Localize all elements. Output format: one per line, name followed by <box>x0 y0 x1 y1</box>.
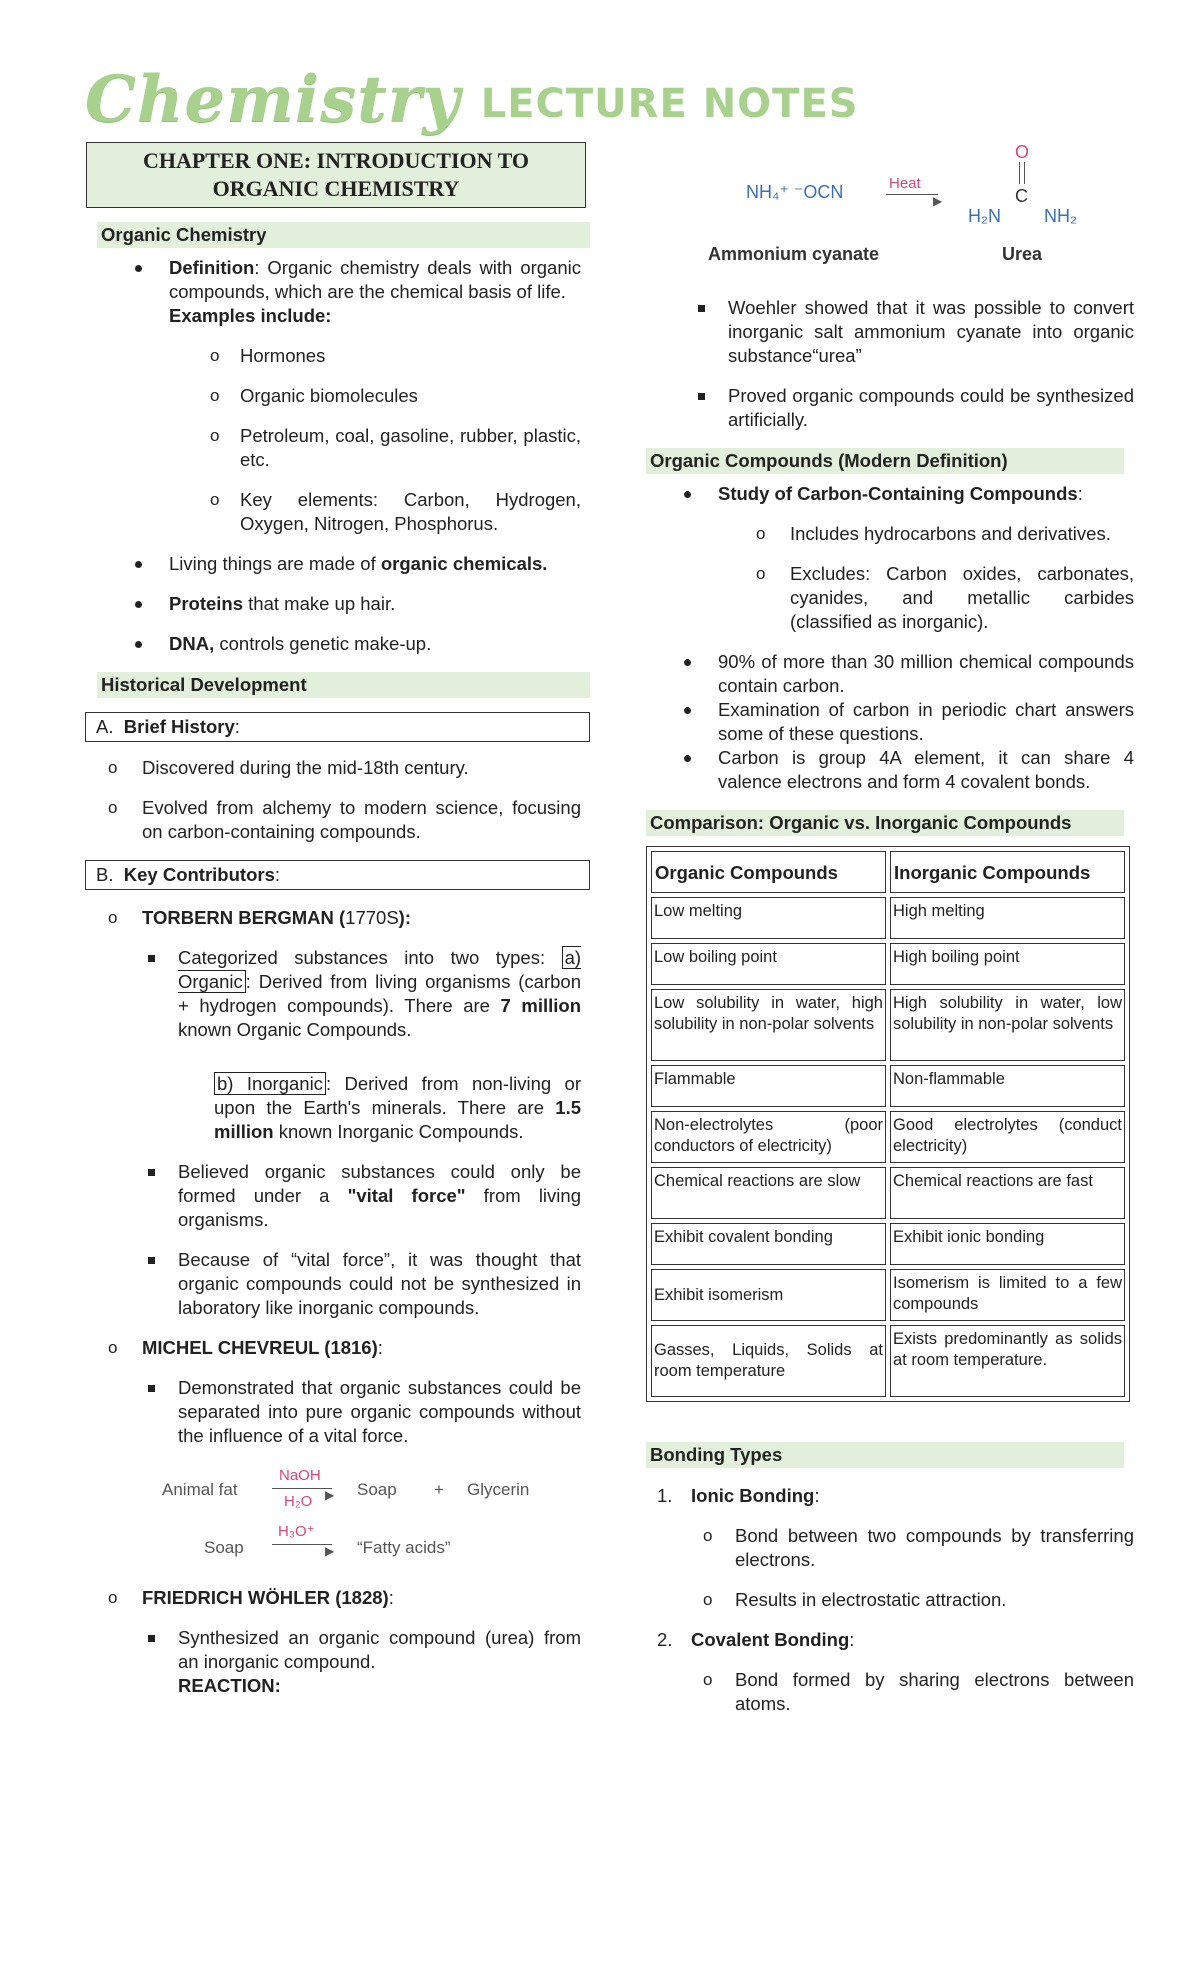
brief-item: o Evolved from alchemy to modern science, focusing on carbon-containing compounds. <box>108 797 581 842</box>
definition-label: Definition <box>169 257 255 278</box>
organic-box: a) Organic <box>178 947 582 992</box>
section-heading-organic-chemistry: Organic Chemistry <box>97 222 590 248</box>
inorganic-box: b) Inorganic <box>214 1072 326 1095</box>
table-cell: Non-flammable <box>890 1065 1125 1107</box>
table-header-cell: Inorganic Compounds <box>890 851 1125 893</box>
contributors-list <box>108 906 582 1698</box>
example-item: o Organic biomolecules <box>210 385 418 406</box>
table-cell: Gasses, Liquids, Solids at room temperature <box>651 1325 886 1397</box>
bullet-icon <box>135 641 142 648</box>
chevreul-text: Demonstrated that organic substances could be separated into pure organic compounds without the influence of a vital force. <box>178 1376 581 1448</box>
example-item: o Petroleum, coal, gasoline, rubber, plastic, etc. <box>210 425 581 470</box>
chevreul-item: o MICHEL CHEVREUL (1816): <box>108 1337 383 1358</box>
saponification-reaction: Animal fat NaOH ▶ H₂O Soap + Glycerin Soap H₃O⁺ ▶ “Fatty acids” <box>162 1467 530 1558</box>
table-cell: Low boiling point <box>651 943 886 985</box>
table-cell: Exhibit isomerism <box>651 1269 886 1321</box>
table-cell: Exists predominantly as solids at room temperature. <box>890 1325 1125 1397</box>
wohler-item: o FRIEDRICH WÖHLER (1828): <box>108 1587 394 1608</box>
example-item: o Hormones <box>210 345 326 366</box>
modern-study: Study of Carbon-Containing Compounds: <box>718 482 1134 506</box>
table-cell: Exhibit ionic bonding <box>890 1223 1125 1265</box>
covalent-point: o Bond formed by sharing electrons between atoms. <box>703 1669 1134 1714</box>
table-cell: Low melting <box>651 897 886 939</box>
chapter-title-line1: CHAPTER ONE: INTRODUCTION TO <box>142 148 530 173</box>
section-heading-modern: Organic Compounds (Modern Definition) <box>646 448 1124 474</box>
square-bullet-icon <box>148 1385 155 1392</box>
table-row <box>651 1065 1125 1107</box>
page-header <box>85 42 859 137</box>
vital-force-item: Believed organic substances could only be formed under a "vital force" from living organisms. <box>178 1160 581 1232</box>
ionic-point: o Bond between two compounds by transferring electrons. <box>703 1525 1134 1570</box>
table-cell: Isomerism is limited to a few compounds <box>890 1269 1125 1321</box>
arrow-icon <box>272 1544 332 1545</box>
table-cell: Chemical reactions are fast <box>890 1167 1125 1219</box>
bonding-list <box>657 1484 1134 1716</box>
table-row <box>651 1269 1125 1321</box>
table-row <box>651 1111 1125 1163</box>
bullet-icon <box>684 491 691 498</box>
square-bullet-icon <box>148 1169 155 1176</box>
square-bullet-icon <box>148 1635 155 1642</box>
covalent-item: 2. Covalent Bonding: <box>657 1629 855 1650</box>
ionic-point: o Results in electrostatic attraction. <box>703 1589 1007 1610</box>
table-cell: Exhibit covalent bonding <box>651 1223 886 1265</box>
modern-point: 90% of more than 30 million chemical compounds contain carbon. <box>718 650 1134 698</box>
comparison-table <box>646 846 1130 1402</box>
square-bullet-icon <box>148 1257 155 1264</box>
bergman-categorized: Categorized substances into two types: a) Organic : Derived from living organisms (carbon + hydrogen compounds). There are 7 million known Organic Compounds. <box>178 946 581 1042</box>
table-cell: Non-electrolytes (poor conductors of electricity) <box>651 1111 886 1163</box>
section-heading-comparison: Comparison: Organic vs. Inorganic Compounds <box>646 810 1124 836</box>
bullet-icon <box>135 265 142 272</box>
key-contributors-heading: B. Key Contributors: <box>85 860 590 890</box>
ionic-item: 1. Ionic Bonding: <box>657 1485 820 1506</box>
bullet-icon <box>684 659 691 666</box>
header-title: LECTURE NOTES <box>480 81 859 127</box>
definition-item <box>169 256 581 328</box>
square-bullet-icon <box>148 955 155 962</box>
examples-label: Examples include: <box>169 305 332 326</box>
table-row <box>651 1325 1125 1397</box>
example-item: o Key elements: Carbon, Hydrogen, Oxygen, Nitrogen, Phosphorus. <box>210 489 581 534</box>
bergman-item: o TORBERN BERGMAN (1770S): <box>108 907 411 928</box>
left-column <box>85 142 590 1714</box>
arrow-icon <box>272 1488 332 1489</box>
urea-reaction-figure: NH₄⁺ ⁻OCN Heat ▶ O C H₂N NH₂ Ammonium cyanate Urea <box>708 142 1077 264</box>
bullet-icon <box>684 707 691 714</box>
table-row <box>651 897 1125 939</box>
arrow-icon <box>886 194 938 195</box>
proteins-item: Proteins that make up hair. <box>169 592 581 616</box>
table-header-cell: Organic Compounds <box>651 851 886 893</box>
modern-point: Examination of carbon in periodic chart answers some of these questions. <box>718 698 1134 746</box>
definition-text: : Organic chemistry deals with organic compounds, which are the chemical basis of life. <box>169 257 581 302</box>
section-heading-bonding: Bonding Types <box>646 1442 1124 1468</box>
table-row <box>651 943 1125 985</box>
table-cell: Flammable <box>651 1065 886 1107</box>
table-cell: High boiling point <box>890 943 1125 985</box>
table-row <box>651 1223 1125 1265</box>
table-cell: Chemical reactions are slow <box>651 1167 886 1219</box>
right-column <box>646 132 1134 1732</box>
bullet-icon <box>135 601 142 608</box>
wohler-point: Proved organic compounds could be synthesized artificially. <box>728 384 1134 432</box>
bergman-inorganic: b) Inorganic : Derived from non-living or upon the Earth's minerals. There are 1.5 million known Inorganic Compounds. <box>214 1073 581 1142</box>
chapter-title <box>86 142 586 208</box>
modern-excludes: o Excludes: Carbon oxides, carbonates, cyanides, and metallic carbides (classified as inorganic). <box>756 563 1134 632</box>
square-bullet-icon <box>698 393 705 400</box>
wohler-point: Woehler showed that it was possible to convert inorganic salt ammonium cyanate into organic substance“urea” <box>728 296 1134 368</box>
living-item: Living things are made of organic chemicals. <box>169 552 581 576</box>
modern-includes: o Includes hydrocarbons and derivatives. <box>756 523 1111 544</box>
bullet-icon <box>684 755 691 762</box>
wohler-points <box>728 296 1134 432</box>
examples-list <box>210 344 581 536</box>
table-cell: High solubility in water, low solubility in non-polar solvents <box>890 989 1125 1061</box>
brand-logo: Chemistry <box>85 62 461 137</box>
table-row <box>651 989 1125 1061</box>
table-cell: Low solubility in water, high solubility in non-polar solvents <box>651 989 886 1061</box>
table-header-row <box>651 851 1125 893</box>
table-cell: Good electrolytes (conduct electricity) <box>890 1111 1125 1163</box>
because-item: Because of “vital force”, it was thought that organic compounds could not be synthesized in laboratory like inorganic compounds. <box>178 1248 581 1320</box>
brief-history-heading: A. Brief History: <box>85 712 590 742</box>
brief-item: o Discovered during the mid-18th century. <box>108 757 469 778</box>
section-heading-historical: Historical Development <box>97 672 590 698</box>
brief-history-list <box>108 756 581 844</box>
bullet-icon <box>135 561 142 568</box>
modern-list <box>718 482 1134 794</box>
dna-item: DNA, controls genetic make-up. <box>169 632 581 656</box>
table-row <box>651 1167 1125 1219</box>
wohler-text: Synthesized an organic compound (urea) from an inorganic compound. REACTION: <box>178 1626 581 1698</box>
table-cell: High melting <box>890 897 1125 939</box>
square-bullet-icon <box>698 305 705 312</box>
chapter-title-line2: ORGANIC CHEMISTRY <box>212 176 460 201</box>
modern-point: Carbon is group 4A element, it can share 4 valence electrons and form 4 covalent bonds. <box>718 746 1134 794</box>
